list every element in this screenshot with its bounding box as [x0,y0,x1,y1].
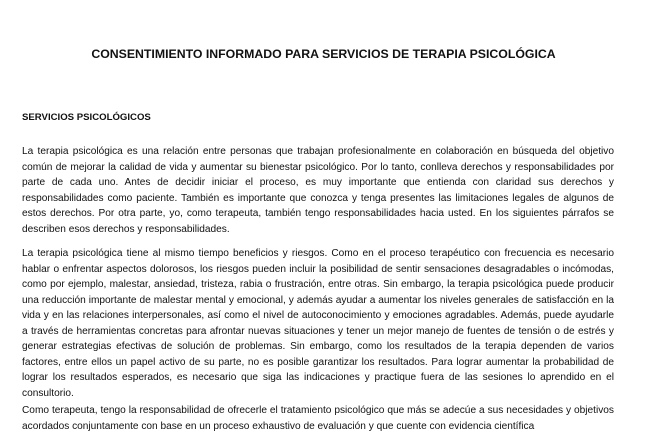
paragraph: Como terapeuta, tengo la responsabilidad de ofrecerle el tratamiento psicológico que más se adecúe a sus necesidades y objetivos acordados conjuntamente con base en un proceso exhaustivo de evaluación y que cuente con evidencia científica [22,405,614,432]
document-title: CONSENTIMIENTO INFORMADO PARA SERVICIOS DE TERAPIA PSICOLÓGICA [91,47,556,61]
paragraph: La terapia psicológica tiene al mismo tiempo beneficios y riesgos. Como en el proceso terapéutico con frecuencia es necesario hablar o enfrentar aspectos dolorosos, los riesgos pueden incluir la posibilidad de sentir sensaciones desagradables o incómodas, como por ejemplo, malestar, ansiedad, tristeza, rabia o frustración, entre otras. Sin embargo, la terapia psicológica puede producir una reducción importante de malestar mental y emocional, y además ayudar a aumentar los niveles generales de satisfacción en la vida y en las relaciones interpersonales, así como el nivel de autoconocimiento y emociones agradables. Además, puede ayudarle a través de herramientas concretas para afrontar nuevas situaciones y tener un mejor manejo de fuentes de tensión o de estrés y generar estrategias efectivas de solución de problemas. Sin embargo, como los resultados de la terapia dependen de varios factores, entre ellos un papel activo de su parte, no es posible garantizar los resultados. Para lograr aumentar la probabilidad de lograr los resultados esperados, es necesario que siga las indicaciones y practique fuera de las sesiones lo aprendido en el consultorio. [22,248,614,399]
section-heading: SERVICIOS PSICOLÓGICOS [22,112,151,123]
paragraph: La terapia psicológica es una relación entre personas que trabajan profesionalmente en colaboración en búsqueda del objetivo común de mejorar la calidad de vida y aumentar su bienestar psicológico. Por lo tanto, conlleva derechos y responsabilidades por parte de cada uno. Antes de decidir iniciar el proceso, es muy importante que entienda con claridad sus derechos y responsabilidades como paciente. También es importante que conozca y tenga presentes las limitaciones legales de algunos de estos derechos. Por otra parte, yo, como terapeuta, también tengo responsabilidades hacia usted. En los siguientes párrafos se describen esos derechos y responsabilidades. [22,146,614,235]
